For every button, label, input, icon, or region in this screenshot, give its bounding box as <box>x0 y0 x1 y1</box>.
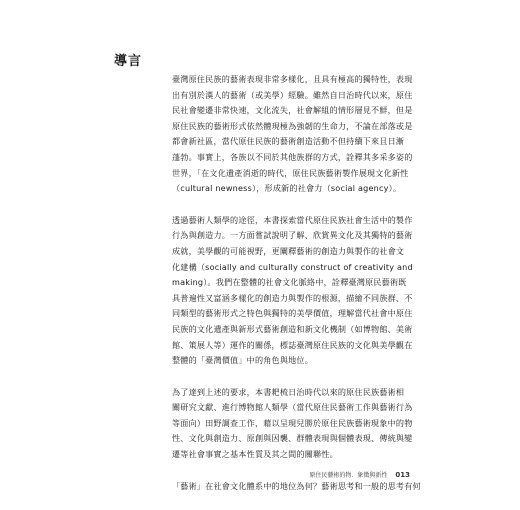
text-line: 臺灣原住民族的藝術表現非常多樣化，且具有極高的獨特性，表現 <box>172 74 413 84</box>
paragraph <box>172 479 421 495</box>
body-text <box>172 72 421 510</box>
text-line: 同類型的藝術形式之特色與獨特的美學價值，理解當代社會中原住 <box>172 308 413 319</box>
paragraph <box>172 213 412 369</box>
text-line: 整體的「臺灣價值」中的角色與地位。 <box>172 355 313 366</box>
text-line: 都會新社區，當代原住民族的藝術創造活動不但持續下來且日漸 <box>172 136 405 147</box>
text-line: 遷等社會事實之基本性質及其之間的關聯性。 <box>172 449 338 460</box>
text-line: 等面向）田野調查工作，藉以呈現兒勝於原住民族藝術現象中的物 <box>172 417 413 428</box>
text-line: 關研究文獻、進行博物館人類學（當代原住民藝術工作與藝術行為 <box>172 402 413 413</box>
section-heading: 導言 <box>114 54 143 69</box>
paragraph <box>172 385 412 463</box>
text-line: 行為與創造力。一方面嘗試說明了解、欣賞異文化及其獨特的藝術 <box>172 230 413 241</box>
text-line: 性、文化與創造力、原創與因襲、群體表現與個體表現、傳統與變 <box>172 433 413 444</box>
text-line: 世界，「在文化遺產消逝的時代，原住民族藝術製作展現文化新性 <box>172 167 409 178</box>
page-number: 013 <box>395 471 410 479</box>
text-line: 出有別於漢人的藝術（或美學）經驗。雖然自日治時代以來，原住 <box>172 89 413 100</box>
text-line: 蓬勃。事實上，各族以不同於其他族群的方式，詮釋其多采多姿的 <box>172 151 413 162</box>
text-line: 民社會變遷非常快速，文化流失，社會解組的情形層見不鮮，但是 <box>172 105 413 116</box>
text-line: （cultural newness），形成新的社會力（social agency）。 <box>172 183 402 194</box>
text-line: 具普遍性又富涵多樣化的創造力與製作的根源，描繪不同族群、不 <box>172 292 413 303</box>
text-line: 透過藝術人類學的途徑，本書探索當代原住民族社會生活中的製作 <box>172 214 413 225</box>
text-line: 成就，美學觀的可能視野，更闡釋藝術的創造力與製作的社會文 <box>172 245 405 256</box>
text-line: 館、策展人等）運作的關係，標誌臺灣原住民族的文化與美學觀在 <box>172 339 413 350</box>
text-line: making）。我們在整體的社會文化脈絡中，詮釋臺灣原民藝術既 <box>172 277 407 288</box>
text-line: 民族的文化遺產與新形式藝術創造和新文化機制（如博物館、美術 <box>172 323 413 334</box>
paragraph <box>172 72 412 197</box>
text-line: 為了達到上述的要求，本書耙梳日治時代以來的原住民族藝術相 <box>172 386 405 397</box>
text-line: 原住民族的藝術形式依然體現極為強韌的生命力，不論在部落或是 <box>172 120 413 131</box>
text-line: 化建構（socially and culturally construct of creativity and <box>172 261 413 272</box>
running-title: 原住民藝術的物．象徵與新性 <box>309 472 388 479</box>
page-footer <box>309 470 410 479</box>
text-line: 「藝術」在社會文化體系中的地位為何？藝術思考和一般的思考有何 <box>172 480 421 491</box>
